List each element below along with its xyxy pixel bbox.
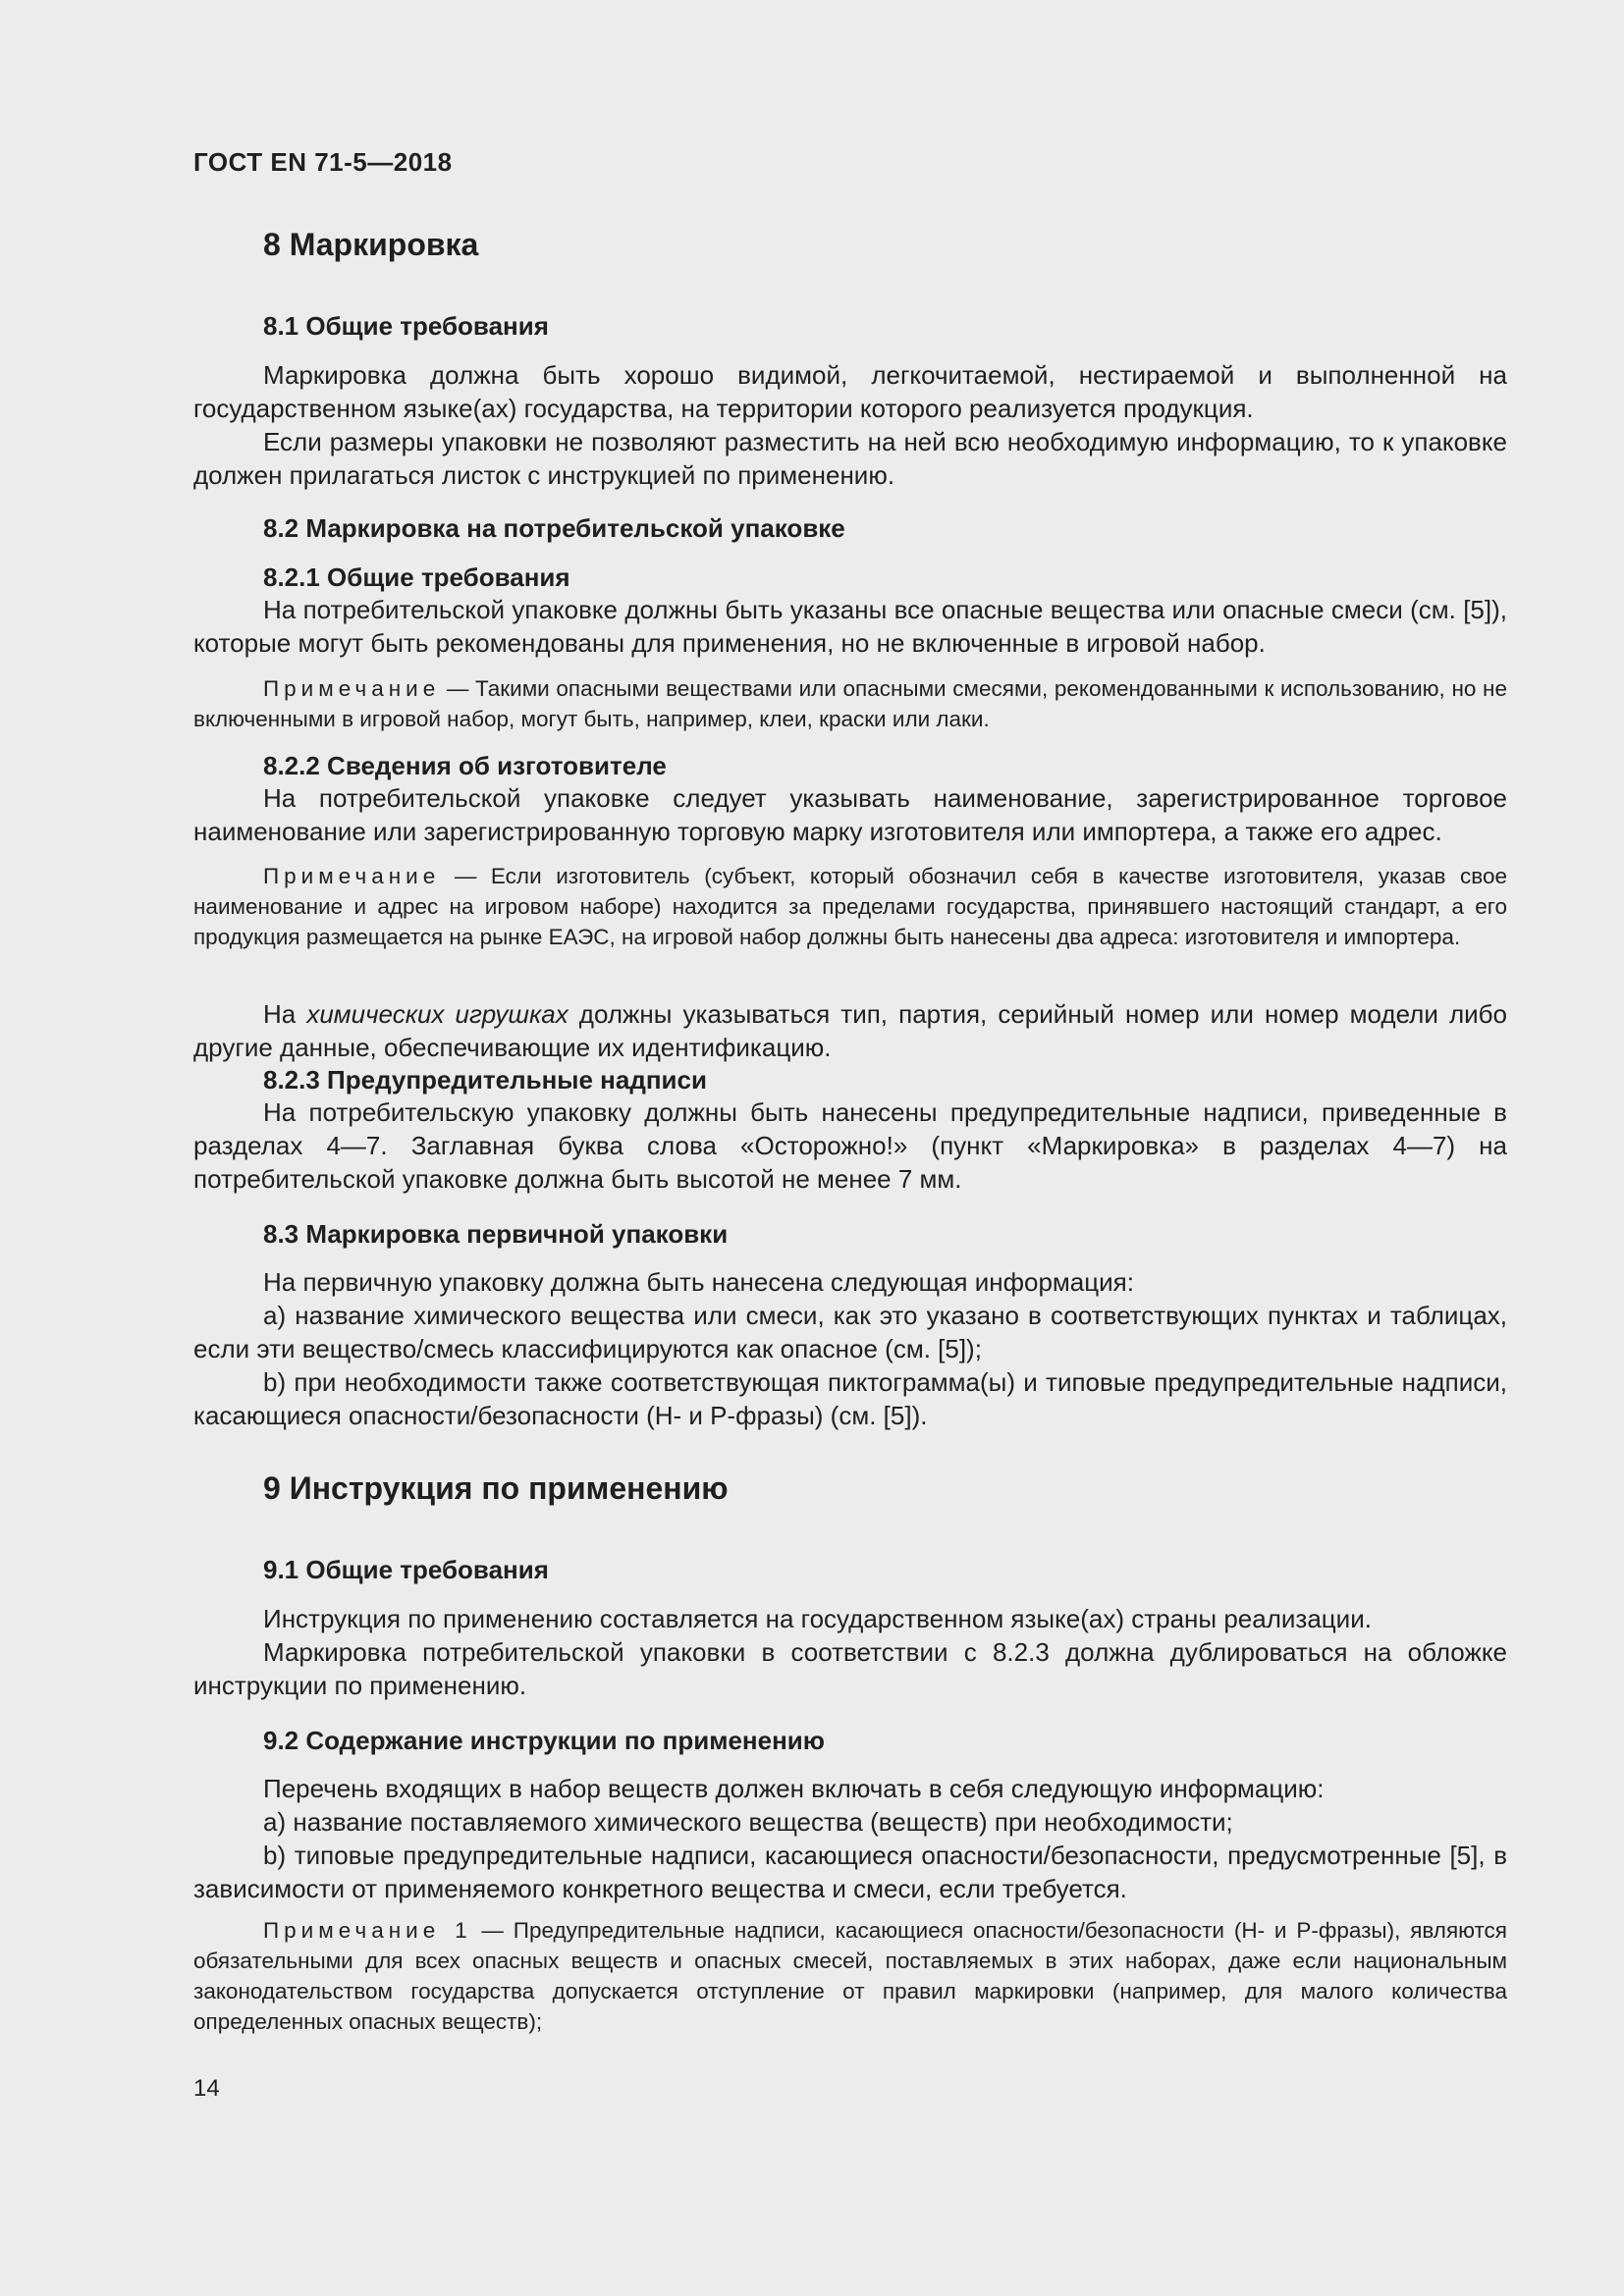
section-9-1-title: 9.1 Общие требования <box>263 1555 549 1584</box>
section-8-2-2-note <box>193 861 1507 952</box>
standard-code-header: ГОСТ EN 71-5—2018 <box>193 147 453 177</box>
note-text: — Предупредительные надписи, касающиеся опасности/безопасности (Н- и Р-фразы), являются обязательными для всех опасных веществ и опасных смесей, поставляемых в этих наборах, даже если национальным законодательством государства допускается отступление от правил маркировки (например, для малого количества определенных опасных веществ); <box>193 1918 1507 2034</box>
section-9-2-item-a: a) название поставляемого химического вещества (веществ) при необходимости; <box>263 1807 1233 1837</box>
note-label: Примечание <box>263 1918 441 1943</box>
section-9-2-item-b: b) типовые предупредительные надписи, касающиеся опасности/безопасности, предусмотренные [5], в зависимости от применяемого конкретного вещества и смеси, если требуется. <box>193 1841 1507 1903</box>
section-8-2-2-paragraph-2: На химических игрушках должны указываться тип, партия, серийный номер или номер модели либо другие данные, обеспечивающие их идентификацию. <box>193 999 1508 1062</box>
page-number: 14 <box>193 2075 220 2102</box>
section-8-2-3-paragraph: На потребительскую упаковку должны быть нанесены предупредительные надписи, приведенные в разделах 4—7. Заглавная буква слова «Осторожно!» (пункт «Маркировка» в разделах 4—7) на потребительской упаковке должна быть высотой не менее 7 мм. <box>193 1097 1507 1194</box>
note-label: Примечание <box>263 676 441 701</box>
section-8-2-1-note <box>193 673 1507 734</box>
chemical-toys-emphasis: химических игрушках <box>306 999 568 1029</box>
section-8-3-title: 8.3 Маркировка первичной упаковки <box>263 1219 729 1249</box>
note-text: — Если изготовитель (субъект, который обозначил себя в качестве изготовителя, указав свое наименование и адрес на игровом наборе) находится за пределами государства, принявшего настоящий стандарт, а его продукция размещается на рынке ЕАЭС, на игровой набор должны быть нанесены два адреса: изготовителя и импортера. <box>193 864 1507 949</box>
document-page <box>193 0 1507 2296</box>
section-8-2-3-title: 8.2.3 Предупредительные надписи <box>263 1065 707 1095</box>
section-8-title: 8 Маркировка <box>263 227 479 262</box>
section-8-1-paragraph-2: Если размеры упаковки не позволяют разместить на ней всю необходимую информацию, то к упаковке должен прилагаться листок с инструкцией по применению. <box>193 427 1507 490</box>
section-9-2-title: 9.2 Содержание инструкции по применению <box>263 1726 825 1755</box>
section-8-2-1-paragraph: На потребительской упаковке должны быть указаны все опасные вещества или опасные смеси (см. [5]), которые могут быть рекомендованы для применения, но не включенные в игровой набор. <box>193 595 1507 658</box>
section-8-2-2-title: 8.2.2 Сведения об изготовителе <box>263 751 667 780</box>
section-9-1-paragraph-1: Инструкция по применению составляется на государственном языке(ах) страны реализации. <box>263 1604 1372 1633</box>
section-8-3-item-a: a) название химического вещества или смеси, как это указано в соответствующих пунктах и таблицах, если эти вещество/смесь классифицируются как опасное (см. [5]); <box>193 1301 1507 1363</box>
section-9-2-paragraph: Перечень входящих в набор веществ должен включать в себя следующую информацию: <box>263 1774 1325 1803</box>
section-8-3-paragraph: На первичную упаковку должна быть нанесена следующая информация: <box>263 1267 1134 1297</box>
section-8-3-item-b: b) при необходимости также соответствующая пиктограмма(ы) и типовые предупредительные надписи, касающиеся опасности/безопасности (Н- и Р-фразы) (см. [5]). <box>193 1367 1507 1430</box>
section-9-2-note-1 <box>193 1915 1507 2037</box>
section-8-2-2-paragraph-1: На потребительской упаковке следует указывать наименование, зарегистрированное торговое наименование или зарегистрированную торговую марку изготовителя или импортера, а также его адрес. <box>193 783 1507 846</box>
section-9-1-paragraph-2: Маркировка потребительской упаковки в соответствии с 8.2.3 должна дублироваться на обложке инструкции по применению. <box>193 1637 1507 1700</box>
note-text: — Такими опасными веществами или опасными смесями, рекомендованными к использованию, но не включенными в игровой набор, могут быть, например, клеи, краски или лаки. <box>193 676 1507 731</box>
section-8-1-title: 8.1 Общие требования <box>263 311 549 341</box>
note-label: Примечание <box>263 864 441 888</box>
section-8-2-1-title: 8.2.1 Общие требования <box>263 562 570 592</box>
section-8-2-title: 8.2 Маркировка на потребительской упаковке <box>263 513 845 543</box>
section-9-title: 9 Инструкция по применению <box>263 1470 729 1506</box>
section-8-1-paragraph-1: Маркировка должна быть хорошо видимой, легкочитаемой, нестираемой и выполненной на государственном языке(ах) государства, на территории которого реализуется продукция. <box>193 360 1507 423</box>
note-number: 1 <box>440 1918 472 1943</box>
